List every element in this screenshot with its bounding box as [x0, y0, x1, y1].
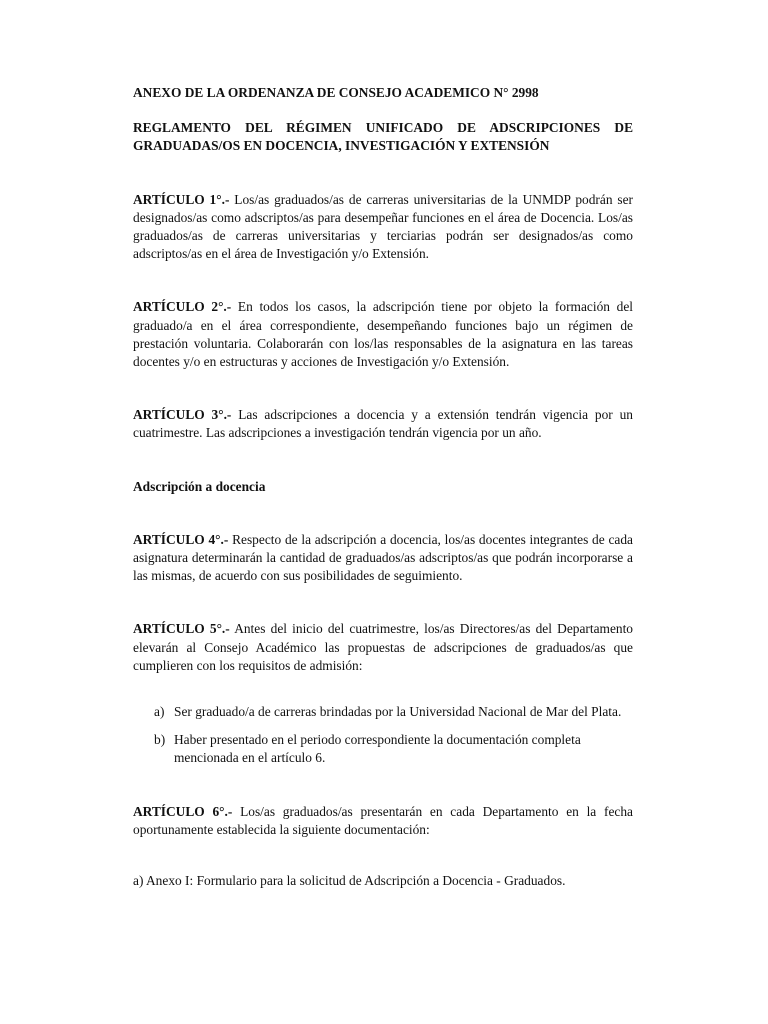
list-item-text: Ser graduado/a de carreras brindadas por la Universidad Nacional de Mar del Plata.	[174, 704, 622, 720]
list-item	[133, 703, 633, 721]
article-3-label: ARTÍCULO 3°.-	[133, 407, 232, 423]
document-page	[133, 84, 633, 904]
list-marker: a)	[154, 704, 165, 720]
article-6-text: Los/as graduados/as presentarán en cada Departamento en la fecha oportunamente establecida la siguiente documentación:	[133, 803, 633, 837]
list-item-text: Haber presentado en el periodo correspondiente la documentación completa mencionada en el artículo 6.	[174, 732, 581, 766]
list-item	[133, 731, 633, 767]
article-1-text: Los/as graduados/as de carreras universitarias de la UNMDP podrán ser designados/as como adscriptos/as para desempeñar funciones en el área de Docencia. Los/as graduados/as de carreras universitarias y terciarias podrán ser designados/as como adscriptos/as en el área de Investigación y/o Extensión.	[133, 191, 634, 262]
article-2-text: En todos los casos, la adscripción tiene por objeto la formación del graduado/a en el área correspondiente, desempeñando funciones bajo un régimen de prestación voluntaria. Colaborarán con los/las responsables de la asignatura en las tareas docentes y/o en estructuras y acciones de Investigación y/o Extensión.	[133, 299, 633, 370]
article-5-label: ARTÍCULO 5°.-	[133, 621, 230, 637]
article-2-label: ARTÍCULO 2°.-	[133, 299, 232, 315]
article-4-label: ARTÍCULO 4°.-	[133, 531, 229, 547]
article-1	[133, 191, 633, 264]
annex-title: ANEXO DE LA ORDENANZA DE CONSEJO ACADEMICO N° 2998	[133, 85, 539, 100]
article-5	[133, 620, 633, 675]
article-5-text: Antes del inicio del cuatrimestre, los/as Directores/as del Departamento elevarán al Consejo Académico las propuestas de adscripciones de graduados/as que cumplieren con los requisitos de admisión:	[133, 621, 634, 673]
article-6-label: ARTÍCULO 6°.-	[133, 803, 233, 819]
article-3	[133, 406, 633, 442]
article-1-label: ARTÍCULO 1°.-	[133, 191, 230, 207]
article-2	[133, 298, 633, 371]
reglamento-title: REGLAMENTO DEL RÉGIMEN UNIFICADO DE ADSCRIPCIONES DE GRADUADAS/OS EN DOCENCIA, INVESTIGACIÓN Y EXTENSIÓN	[133, 120, 633, 154]
list-marker: b)	[154, 732, 166, 748]
section-heading-docencia: Adscripción a docencia	[133, 478, 266, 494]
annex-item: a) Anexo I: Formulario para la solicitud de Adscripción a Docencia - Graduados.	[133, 873, 566, 889]
article-3-text: Las adscripciones a docencia y a extensión tendrán vigencia por un cuatrimestre. Las adscripciones a investigación tendrán vigencia por un año.	[133, 407, 633, 441]
article-4	[133, 531, 633, 586]
article-4-text: Respecto de la adscripción a docencia, los/as docentes integrantes de cada asignatura determinarán la cantidad de graduados/as adscriptos/as que podrán incorporarse a las mismas, de acuerdo con sus posibilidades de seguimiento.	[133, 531, 633, 584]
requirements-list	[133, 703, 633, 768]
article-6	[133, 803, 633, 839]
